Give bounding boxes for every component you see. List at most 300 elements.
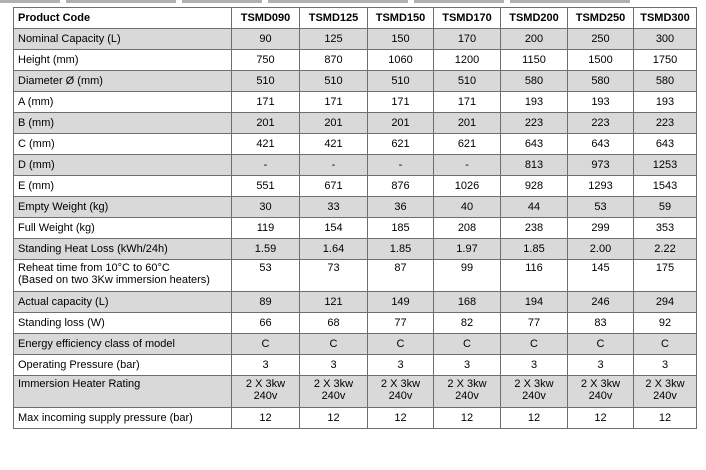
cell-value: C	[596, 338, 605, 350]
header-model: TSMD200	[501, 8, 568, 29]
table-row	[14, 260, 697, 292]
header-model: TSMD170	[434, 8, 501, 29]
table-cell	[434, 239, 501, 260]
table-cell	[568, 113, 634, 134]
table-cell	[634, 218, 697, 239]
row-label	[14, 218, 232, 239]
cell-value: 1.97	[456, 243, 478, 255]
cell-value: 2.00	[589, 243, 612, 255]
table-cell	[501, 239, 568, 260]
cell-value: 83	[594, 317, 607, 329]
table-cell	[634, 334, 697, 355]
table-cell	[634, 260, 697, 292]
cell-value: 201	[256, 117, 275, 129]
cell-value: 87	[394, 262, 407, 274]
row-label-text: Reheat time from 10°C to 60°C	[18, 262, 170, 274]
row-label	[14, 134, 232, 155]
table-cell	[634, 71, 697, 92]
row-label	[14, 176, 232, 197]
table-cell	[501, 176, 568, 197]
cell-value: 119	[256, 222, 275, 234]
table-row	[14, 334, 697, 355]
table-cell	[568, 176, 634, 197]
table-cell	[568, 334, 634, 355]
table-cell	[434, 155, 501, 176]
cell-value: 510	[391, 75, 410, 87]
table-cell	[568, 155, 634, 176]
cell-value: 299	[591, 222, 610, 234]
cell-value: 1253	[652, 159, 678, 171]
cell-value: 154	[324, 222, 343, 234]
cell-value: C	[329, 338, 338, 350]
table-cell	[634, 29, 697, 50]
row-label-text: E (mm)	[18, 180, 55, 192]
cell-value: C	[530, 338, 538, 350]
row-label	[14, 355, 232, 376]
table-cell	[300, 50, 368, 71]
cell-value: 194	[524, 296, 544, 308]
cell-value: 250	[591, 33, 610, 45]
cell-value: 171	[391, 96, 410, 108]
table-cell	[300, 134, 368, 155]
table-cell	[232, 176, 300, 197]
cell-value: 3	[597, 359, 604, 371]
cell-value: 92	[658, 317, 672, 329]
cell-value: 12	[527, 412, 541, 424]
cell-value: 116	[525, 262, 543, 274]
cell-value: 2.22	[654, 243, 676, 255]
cell-value: 510	[324, 75, 343, 87]
cell-value: 580	[655, 75, 675, 87]
table-cell	[568, 71, 634, 92]
row-label-text: Height (mm)	[18, 54, 79, 66]
row-label-text: Standing loss (W)	[18, 317, 105, 329]
table-cell	[634, 197, 697, 218]
table-cell	[634, 292, 697, 313]
table-cell	[434, 218, 501, 239]
table-cell	[568, 376, 634, 408]
table-cell	[232, 334, 300, 355]
cell-value: C	[261, 338, 270, 350]
cell-value: 240v	[588, 390, 613, 402]
cell-value: 240v	[455, 390, 479, 402]
table-cell	[434, 29, 501, 50]
table-cell	[568, 239, 634, 260]
table-cell	[568, 355, 634, 376]
row-label-text: Standing Heat Loss (kWh/24h)	[18, 243, 168, 255]
cell-value: 12	[259, 412, 272, 424]
cell-value: 1.85	[389, 243, 412, 255]
cell-value: 12	[394, 412, 407, 424]
cell-value: 510	[256, 75, 275, 87]
table-cell	[634, 355, 697, 376]
cell-value: 246	[591, 296, 610, 308]
cell-value: 121	[324, 296, 343, 308]
table-cell	[232, 113, 300, 134]
table-cell	[232, 155, 300, 176]
cell-value: -	[465, 159, 469, 171]
row-label	[14, 260, 232, 292]
cell-value: 1060	[388, 54, 413, 66]
cell-value: 870	[324, 54, 343, 66]
table-cell	[434, 313, 501, 334]
table-cell	[300, 92, 368, 113]
cell-value: 125	[324, 33, 343, 45]
cell-value: 2 X 3kw	[380, 378, 421, 390]
cell-value: 30	[259, 201, 272, 213]
table-cell	[300, 260, 368, 292]
cell-value: 580	[524, 75, 544, 87]
table-cell	[300, 292, 368, 313]
cell-value: 59	[658, 201, 672, 213]
table-cell	[568, 134, 634, 155]
table-cell	[232, 239, 300, 260]
table-cell	[501, 113, 568, 134]
table-cell	[501, 334, 568, 355]
cell-value: 90	[259, 33, 272, 45]
table-cell	[501, 376, 568, 408]
table-cell	[634, 376, 697, 408]
cell-value: 621	[457, 138, 477, 150]
table-cell	[232, 134, 300, 155]
cell-value: 3	[330, 359, 337, 371]
cell-value: 621	[391, 138, 410, 150]
cell-value: 240v	[522, 390, 546, 402]
product-spec-table	[13, 7, 697, 429]
cell-value: 510	[457, 75, 477, 87]
cell-value: 66	[259, 317, 272, 329]
table-cell	[501, 155, 568, 176]
cell-value: 223	[524, 117, 544, 129]
cell-value: 1026	[454, 180, 480, 192]
cell-value: 551	[256, 180, 275, 192]
table-cell	[300, 197, 368, 218]
cell-value: 171	[256, 96, 275, 108]
table-cell	[634, 92, 697, 113]
table-cell	[501, 134, 568, 155]
table-row	[14, 218, 697, 239]
table-cell	[368, 176, 434, 197]
cell-value: 973	[591, 159, 610, 171]
cell-value: 12	[460, 412, 474, 424]
table-cell	[300, 113, 368, 134]
table-cell	[501, 260, 568, 292]
cell-value: 33	[327, 201, 340, 213]
header-model: TSMD125	[300, 8, 368, 29]
table-cell	[434, 260, 501, 292]
cell-value: 175	[655, 262, 675, 274]
cell-value: 170	[457, 33, 477, 45]
cell-value: 223	[655, 117, 675, 129]
table-cell	[300, 218, 368, 239]
row-label	[14, 50, 232, 71]
table-cell	[368, 92, 434, 113]
table-cell	[300, 334, 368, 355]
row-label	[14, 292, 232, 313]
cell-value: 73	[327, 262, 340, 274]
row-label-text: Max incoming supply pressure (bar)	[18, 412, 193, 424]
header-product-code: Product Code	[14, 8, 232, 29]
table-cell	[368, 260, 434, 292]
table-cell	[501, 197, 568, 218]
table-cell	[434, 113, 501, 134]
table-cell	[232, 313, 300, 334]
cell-value: 928	[524, 180, 544, 192]
row-label-text: Full Weight (kg)	[18, 222, 95, 234]
row-label	[14, 239, 232, 260]
table-cell	[501, 71, 568, 92]
table-cell	[501, 92, 568, 113]
row-label-text: D (mm)	[18, 159, 55, 171]
cell-value: 643	[524, 138, 544, 150]
cell-value: 12	[658, 412, 672, 424]
header-model: TSMD150	[368, 8, 434, 29]
table-row	[14, 29, 697, 50]
table-body	[14, 29, 697, 429]
cell-value: 1543	[652, 180, 678, 192]
row-label-text: Energy efficiency class of model	[18, 338, 175, 350]
table-cell	[568, 292, 634, 313]
cell-value: 77	[394, 317, 407, 329]
cell-value: 150	[391, 33, 410, 45]
table-cell	[368, 376, 434, 408]
table-cell	[368, 50, 434, 71]
row-label	[14, 408, 232, 429]
cell-value: 185	[391, 222, 410, 234]
cell-value: 580	[591, 75, 610, 87]
table-row	[14, 355, 697, 376]
table-cell	[634, 50, 697, 71]
table-cell	[300, 71, 368, 92]
cell-value: 240v	[653, 390, 677, 402]
cell-value: 36	[394, 201, 407, 213]
cell-value: 168	[457, 296, 477, 308]
cell-value: 89	[259, 296, 272, 308]
table-cell	[634, 134, 697, 155]
cell-value: 2 X 3kw	[245, 378, 286, 390]
row-label	[14, 376, 232, 408]
cell-value: 2 X 3kw	[447, 378, 487, 390]
table-cell	[634, 408, 697, 429]
cell-value: 2 X 3kw	[514, 378, 554, 390]
cell-value: 53	[594, 201, 607, 213]
table-cell	[368, 408, 434, 429]
row-label	[14, 155, 232, 176]
table-cell	[501, 355, 568, 376]
cell-value: 643	[655, 138, 675, 150]
table-cell	[232, 408, 300, 429]
table-cell	[568, 218, 634, 239]
table-cell	[232, 218, 300, 239]
cell-value: 201	[391, 117, 410, 129]
row-label	[14, 197, 232, 218]
table-cell	[568, 260, 634, 292]
table-cell	[368, 71, 434, 92]
table-cell	[634, 176, 697, 197]
table-row	[14, 113, 697, 134]
row-label-text: Empty Weight (kg)	[18, 201, 109, 213]
cell-value: 876	[391, 180, 410, 192]
table-cell	[232, 29, 300, 50]
cell-value: 201	[324, 117, 343, 129]
table-cell	[300, 29, 368, 50]
cell-value: C	[463, 338, 471, 350]
cell-value: 12	[327, 412, 340, 424]
table-cell	[368, 292, 434, 313]
cell-value: -	[331, 159, 336, 171]
row-label	[14, 29, 232, 50]
table-cell	[568, 50, 634, 71]
cell-value: 208	[457, 222, 477, 234]
cell-value: 750	[256, 54, 275, 66]
cell-value: 68	[327, 317, 340, 329]
cell-value: 82	[460, 317, 474, 329]
cell-value: 2 X 3kw	[313, 378, 354, 390]
cell-value: 294	[655, 296, 675, 308]
cell-value: -	[263, 159, 268, 171]
cell-value: 12	[594, 412, 607, 424]
cell-value: 1.85	[523, 243, 545, 255]
cell-value: 77	[527, 317, 541, 329]
table-cell	[368, 239, 434, 260]
table-cell	[300, 355, 368, 376]
table-row	[14, 176, 697, 197]
table-row	[14, 71, 697, 92]
cell-value: 240v	[253, 390, 278, 402]
cell-value: 643	[591, 138, 610, 150]
cell-value: 1150	[522, 54, 546, 66]
cell-value: 353	[655, 222, 675, 234]
cell-value: 421	[324, 138, 343, 150]
table-row	[14, 376, 697, 408]
top-cut-off-line	[0, 0, 706, 6]
table-cell	[501, 313, 568, 334]
table-cell	[568, 313, 634, 334]
table-cell	[368, 155, 434, 176]
table-cell	[368, 197, 434, 218]
table-cell	[232, 197, 300, 218]
row-label-text: Operating Pressure (bar)	[18, 359, 140, 371]
table-cell	[368, 134, 434, 155]
cell-value: 193	[655, 96, 675, 108]
table-cell	[232, 292, 300, 313]
table-cell	[434, 134, 501, 155]
cell-value: 3	[397, 359, 404, 371]
table-cell	[434, 71, 501, 92]
table-cell	[568, 408, 634, 429]
cell-value: 193	[591, 96, 610, 108]
cell-value: 193	[524, 96, 544, 108]
table-row	[14, 50, 697, 71]
table-cell	[501, 218, 568, 239]
row-label-text: Nominal Capacity (L)	[18, 33, 121, 45]
cell-value: 145	[591, 262, 610, 274]
table-cell	[434, 292, 501, 313]
cell-value: 2 X 3kw	[645, 378, 685, 390]
cell-value: 200	[524, 33, 544, 45]
row-label-text: A (mm)	[18, 96, 54, 108]
row-label-text: Actual capacity (L)	[18, 296, 109, 308]
header-model: TSMD090	[232, 8, 300, 29]
cell-value: 240v	[388, 390, 413, 402]
table-row	[14, 197, 697, 218]
cell-value: 1750	[652, 54, 678, 66]
row-label-text: C (mm)	[18, 138, 55, 150]
table-cell	[434, 334, 501, 355]
cell-value: 1.59	[254, 243, 277, 255]
cell-value: 240v	[321, 390, 346, 402]
table-cell	[434, 355, 501, 376]
cell-value: 3	[262, 359, 269, 371]
cell-value: 421	[256, 138, 275, 150]
table-cell	[232, 376, 300, 408]
row-label-text: Diameter Ø (mm)	[18, 75, 103, 87]
table-cell	[568, 29, 634, 50]
row-label	[14, 113, 232, 134]
table-cell	[368, 218, 434, 239]
table-cell	[368, 355, 434, 376]
row-label	[14, 92, 232, 113]
row-label	[14, 313, 232, 334]
table-cell	[368, 313, 434, 334]
cell-value: C	[396, 338, 405, 350]
cell-value: 201	[457, 117, 477, 129]
table-cell	[634, 113, 697, 134]
row-label-text: (Based on two 3Kw immersion heaters)	[18, 274, 210, 286]
cell-value: 300	[655, 33, 675, 45]
table-cell	[434, 376, 501, 408]
table-cell	[501, 29, 568, 50]
cell-value: 1293	[588, 180, 613, 192]
table-cell	[501, 408, 568, 429]
cell-value: 3	[530, 359, 538, 371]
cell-value: 813	[524, 159, 544, 171]
table-cell	[568, 197, 634, 218]
header-model: TSMD300	[634, 8, 697, 29]
cell-value: 1200	[454, 54, 480, 66]
cell-value: 171	[457, 96, 477, 108]
row-label	[14, 71, 232, 92]
table-cell	[434, 197, 501, 218]
table-cell	[232, 92, 300, 113]
cell-value: 223	[591, 117, 610, 129]
table-cell	[434, 50, 501, 71]
table-row	[14, 92, 697, 113]
table-cell	[300, 408, 368, 429]
cell-value: 40	[460, 201, 474, 213]
table-row	[14, 134, 697, 155]
table-cell	[300, 155, 368, 176]
table-cell	[501, 292, 568, 313]
table-cell	[300, 176, 368, 197]
cell-value: 53	[259, 262, 272, 274]
row-label-text: Immersion Heater Rating	[18, 378, 141, 390]
cell-value: 2 X 3kw	[580, 378, 621, 390]
cell-value: 238	[524, 222, 544, 234]
cell-value: 1500	[588, 54, 613, 66]
table-cell	[368, 29, 434, 50]
table-cell	[568, 92, 634, 113]
header-model: TSMD250	[568, 8, 634, 29]
cell-value: C	[661, 338, 669, 350]
table-header-row	[14, 8, 697, 29]
table-cell	[300, 239, 368, 260]
row-label-text: B (mm)	[18, 117, 55, 129]
cell-value: 3	[463, 359, 471, 371]
table-cell	[634, 239, 697, 260]
cell-value: 3	[661, 359, 669, 371]
cell-value: 171	[324, 96, 343, 108]
